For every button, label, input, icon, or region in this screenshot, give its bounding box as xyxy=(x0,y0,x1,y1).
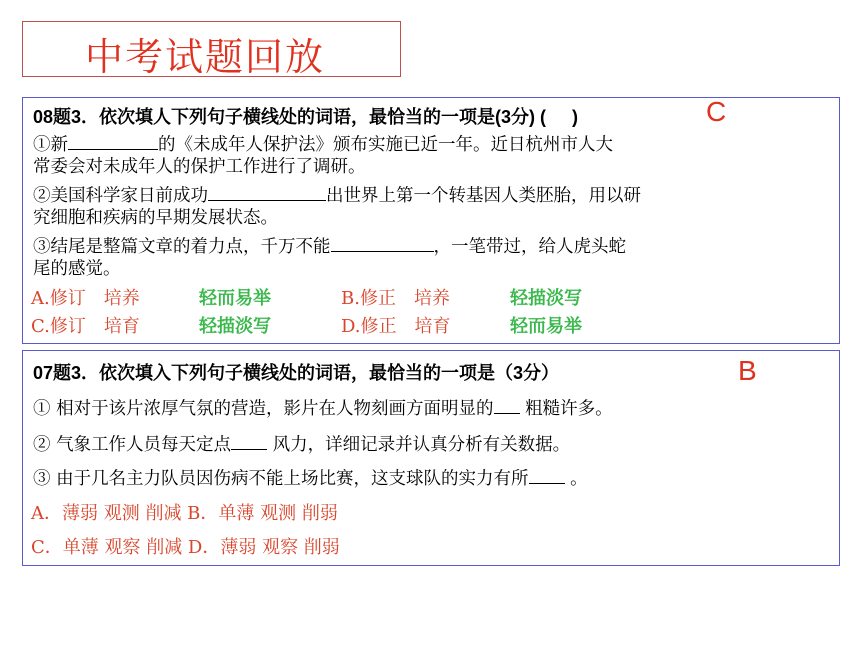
q08-s1a-post: 的《未成年人保护法》颁布实施已近一年。近日杭州市人大 xyxy=(158,135,613,155)
question-07-box xyxy=(22,350,840,566)
q07-sentence-2 xyxy=(33,431,570,456)
q08-option-d-word: 轻而易举 xyxy=(510,316,582,336)
q08-sentence-3a xyxy=(33,233,626,258)
q08-s2a-pre: ②美国科学家日前成功 xyxy=(33,186,208,206)
q08-s3a-post: ，一笔带过，给人虎头蛇 xyxy=(433,237,626,257)
q08-option-c: C.修订 培育 xyxy=(31,316,140,337)
q08-s3a-pre: ③结尾是整篇文章的着力点，千万不能 xyxy=(33,237,331,257)
q08-option-b: B.修正 培养 xyxy=(341,288,450,309)
page-title: 中考试题回放 xyxy=(85,35,326,79)
blank-line xyxy=(529,466,565,485)
q08-option-b-word: 轻描淡写 xyxy=(510,288,582,308)
blank-line xyxy=(68,132,158,151)
q08-option-c-word: 轻描淡写 xyxy=(199,316,271,336)
q08-s2a-post: 出世界上第一个转基因人类胚胎，用以研 xyxy=(326,186,641,206)
question-08-header xyxy=(33,103,579,129)
q08-option-a: A.修订 培养 xyxy=(31,288,140,309)
q08-sentence-2b: 究细胞和疾病的早期发展状态。 xyxy=(33,208,278,228)
q08-option-a-word: 轻而易举 xyxy=(199,288,271,308)
q08-sentence-1b: 常委会对未成年人的保护工作进行了调研。 xyxy=(33,157,366,177)
q07-s2-post: 风力，详细记录并认真分析有关数据。 xyxy=(267,435,571,455)
q07-sentence-1 xyxy=(33,395,613,420)
q07-options-ab: A．薄弱 观测 削减 B．单薄 观测 削弱 xyxy=(31,503,338,524)
q07-s1-post: 粗糙许多。 xyxy=(519,399,613,419)
q07-options-cd: C．单薄 观察 削减 D．薄弱 观察 削弱 xyxy=(31,537,340,558)
q07-s3-post: 。 xyxy=(564,469,588,489)
question-08-box xyxy=(22,97,840,344)
q07-sentence-3 xyxy=(33,465,588,490)
question-08-head-close: ) xyxy=(572,107,579,127)
blank-line xyxy=(208,183,326,202)
question-07-answer: B xyxy=(738,355,757,386)
q07-s3-pre: ③ 由于几名主力队员因伤病不能上场比赛，这支球队的实力有所 xyxy=(33,469,529,489)
blank-line xyxy=(231,432,267,451)
question-07-header: 07题3．依次填入下列句子横线处的词语，最恰当的一项是（3分） xyxy=(33,363,560,383)
q08-option-d: D.修正 培育 xyxy=(341,316,451,337)
q07-s1-pre: ① 相对于该片浓厚气氛的营造，影片在人物刻画方面明显的 xyxy=(33,399,494,419)
blank-line xyxy=(331,234,434,253)
q08-s1a-pre: ①新 xyxy=(33,135,68,155)
blank-line xyxy=(494,396,520,415)
question-08-head-text: 08题3．依次填人下列句子横线处的词语，最恰当的一项是(3分) ( xyxy=(33,107,547,127)
q08-sentence-3b: 尾的感觉。 xyxy=(33,259,121,279)
question-08-answer: C xyxy=(706,96,727,127)
q07-s2-pre: ② 气象工作人员每天定点 xyxy=(33,435,232,455)
title-box xyxy=(22,21,401,77)
